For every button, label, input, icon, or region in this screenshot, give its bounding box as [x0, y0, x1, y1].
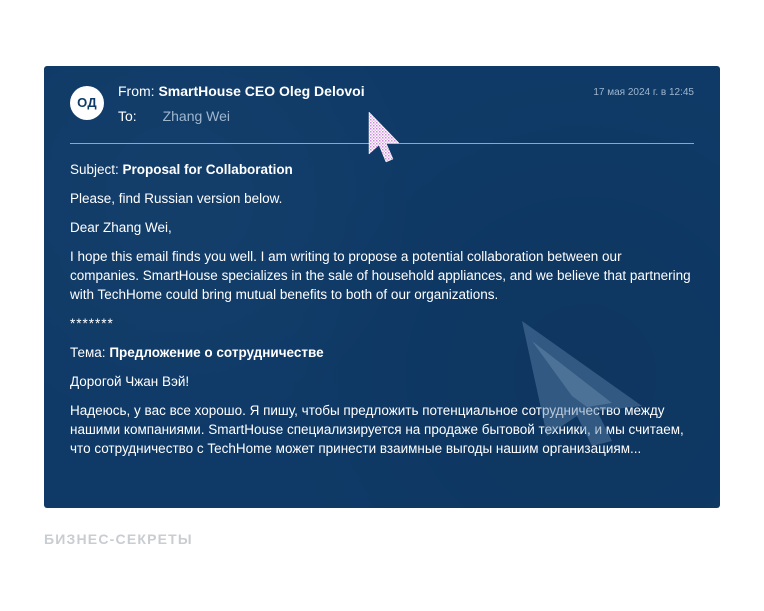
email-card [44, 66, 720, 508]
subject-en: Proposal for Collaboration [122, 162, 293, 177]
pixel-arrow-cursor-icon [367, 110, 407, 166]
language-separator: ******* [70, 316, 114, 331]
sender-avatar[interactable]: ОД [70, 86, 104, 120]
greeting-ru: Дорогой Чжан Вэй! [70, 374, 190, 389]
to-line [118, 108, 230, 124]
from-label: From: [118, 83, 155, 99]
subject-label-ru: Тема: [70, 345, 106, 360]
brand-logo-text: БИЗНЕС-СЕКРЕТЫ [44, 531, 193, 547]
from-line [118, 83, 365, 99]
paragraph-en: I hope this email finds you well. I am writing to propose a potential collaboration between our companies. SmartHouse specializes in the sale of household appliances, and we believe that partnering with TechHome could bring mutual benefits to both of our organizations. [70, 249, 691, 302]
paragraph-ru: Надеюсь, у вас все хорошо. Я пишу, чтобы предложить потенциальное сотрудничество между нашими компаниями. SmartHouse специализируется на продаже бытовой техники, и мы считаем, что сотрудничество с TechHome может принести взаимные выгоды нашим организациям... [70, 403, 684, 456]
recipient-name[interactable]: Zhang Wei [162, 108, 231, 124]
faded-arrow-cursor-icon [492, 311, 652, 451]
greeting-en: Dear Zhang Wei, [70, 220, 172, 235]
email-timestamp: 17 мая 2024 г. в 12:45 [593, 87, 694, 98]
subject-ru: Предложение о сотрудничестве [109, 345, 324, 360]
note-en: Please, find Russian version below. [70, 191, 283, 206]
subject-label-en: Subject: [70, 162, 119, 177]
sender-name[interactable]: SmartHouse CEO Oleg Delovoi [158, 83, 365, 99]
to-label: To: [118, 108, 137, 124]
